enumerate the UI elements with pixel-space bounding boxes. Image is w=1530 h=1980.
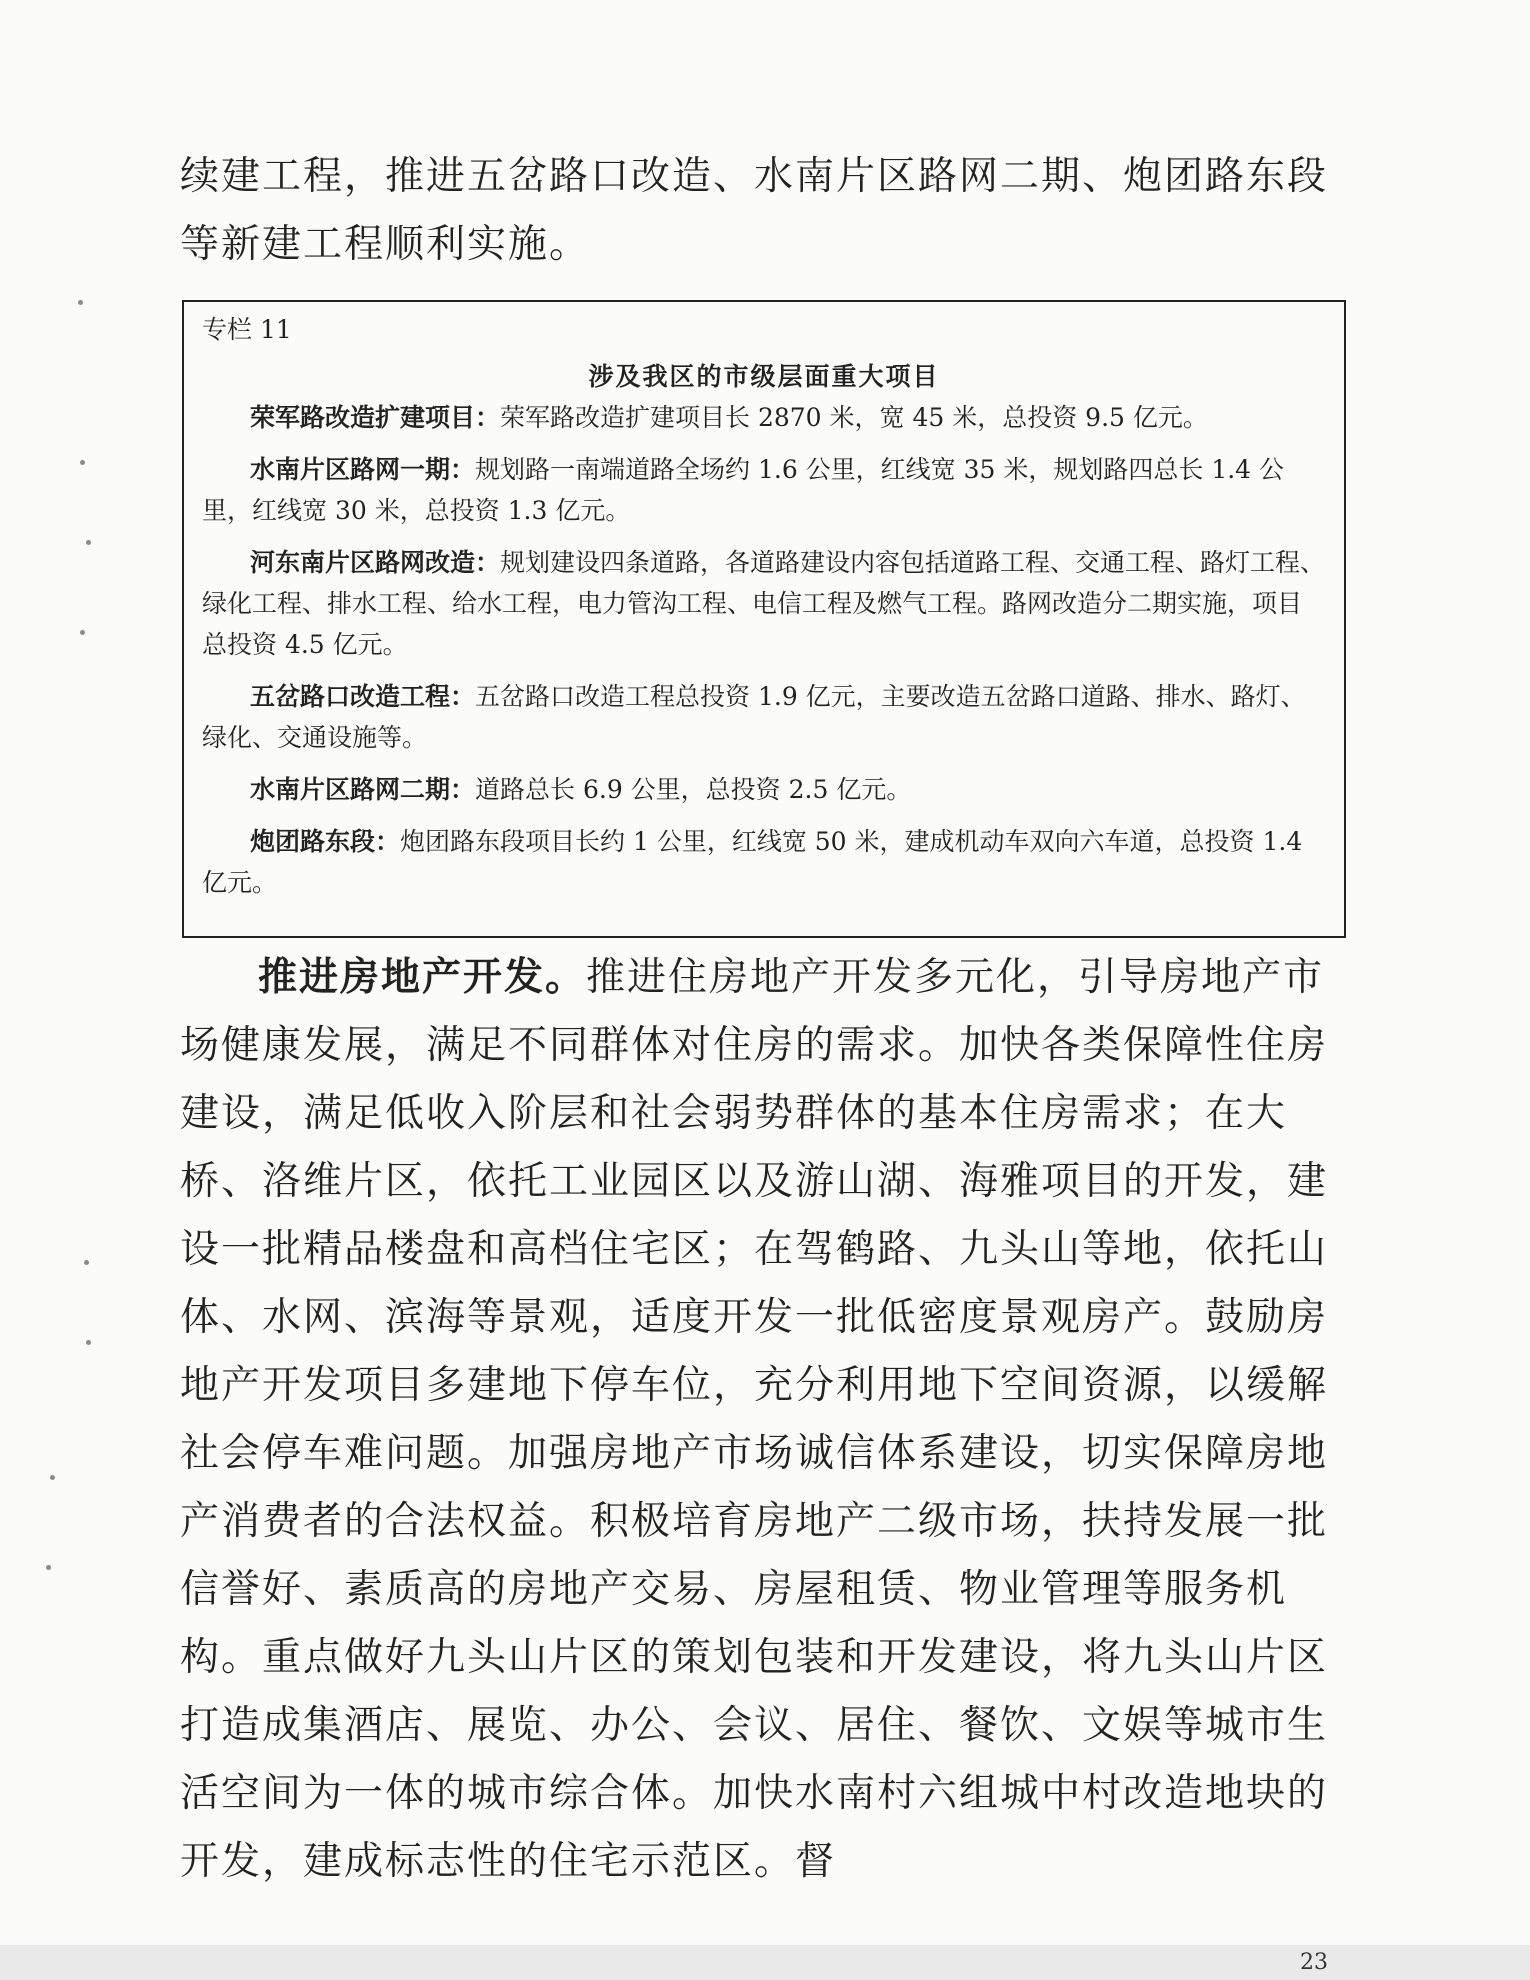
project-item [202,769,1326,810]
project-item-lead: 水南片区路网一期： [250,455,476,484]
project-item-text: 荣军路改造扩建项目长 2870 米，宽 45 米，总投资 9.5 亿元。 [500,403,1208,432]
column-box-title: 涉及我区的市级层面重大项目 [588,362,940,391]
main-paragraph-lead: 推进房地产开发。 [258,954,587,1000]
page-number: 23 [1300,1950,1328,1975]
top-paragraph: 续建工程，推进五岔路口改造、水南片区路网二期、炮团路东段等新建工程顺利实施。 [180,154,1329,267]
project-item-lead: 水南片区路网二期： [250,775,476,804]
project-item [202,821,1326,903]
main-paragraph-text: 推进住房地产开发多元化，引导房地产市场健康发展，满足不同群体对住房的需求。加快各类保障性住房建设，满足低收入阶层和社会弱势群体的基本住房需求；在大桥、洛维片区，依托工业园区以及游山湖、海雅项目的开发，建设一批精品楼盘和高档住宅区；在驾鹤路、九头山等地，依托山体、水网、滨海等景观，适度开发一批低密度景观房产。鼓励房地产开发项目多建地下停车位，充分利用地下空间资源，以缓解社会停车难问题。加强房地产市场诚信体系建设，切实保障房地产消费者的合法权益。积极培育房地产二级市场，扶持发展一批信誉好、素质高的房地产交易、房屋租赁、物业管理等服务机构。重点做好九头山片区的策划包装和开发建设，将九头山片区打造成集酒店、展览、办公、会议、居住、餐饮、文娱等城市生活空间为一体的城市综合体。加快水南村六组城中村改造地块的开发，建成标志性的住宅示范区。督 [180,955,1329,1884]
column-box [182,300,1346,938]
scan-speck [84,1260,89,1265]
column-box-label: 专栏 11 [202,315,292,344]
project-item [202,542,1326,665]
project-item-lead: 炮团路东段： [250,827,401,856]
project-item [202,397,1326,438]
project-item-text: 炮团路东段项目长约 1 公里，红线宽 50 米，建成机动车双向六车道，总投资 1.4 亿元。 [202,827,1303,897]
scan-speck [46,1565,51,1570]
project-item [202,449,1326,531]
project-item-lead: 五岔路口改造工程： [250,682,476,711]
project-item-lead: 荣军路改造扩建项目： [250,403,501,432]
scan-speck [78,300,83,305]
project-item-text: 五岔路口改造工程总投资 1.9 亿元，主要改造五岔路口道路、排水、路灯、绿化、交通设施等。 [202,682,1306,752]
scan-speck [86,1340,91,1345]
column-box-body [202,397,1326,914]
project-item-text: 规划路一南端道路全场约 1.6 公里，红线宽 35 米，规划路四总长 1.4 公里，红线宽 30 米，总投资 1.3 亿元。 [202,455,1285,525]
main-paragraph [180,943,1350,1896]
scan-speck [50,1475,55,1480]
project-item-text: 规划建设四条道路，各道路建设内容包括道路工程、交通工程、路灯工程、绿化工程、排水工程、给水工程，电力管沟工程、电信工程及燃气工程。路网改造分二期实施，项目总投资 4.5 亿元。 [202,548,1326,659]
scan-speck [80,630,85,635]
scan-speck [80,460,85,465]
scan-speck [86,540,91,545]
project-item-lead: 河东南片区路网改造： [250,548,501,577]
project-item-text: 道路总长 6.9 公里，总投资 2.5 亿元。 [475,775,912,804]
project-item [202,676,1326,758]
